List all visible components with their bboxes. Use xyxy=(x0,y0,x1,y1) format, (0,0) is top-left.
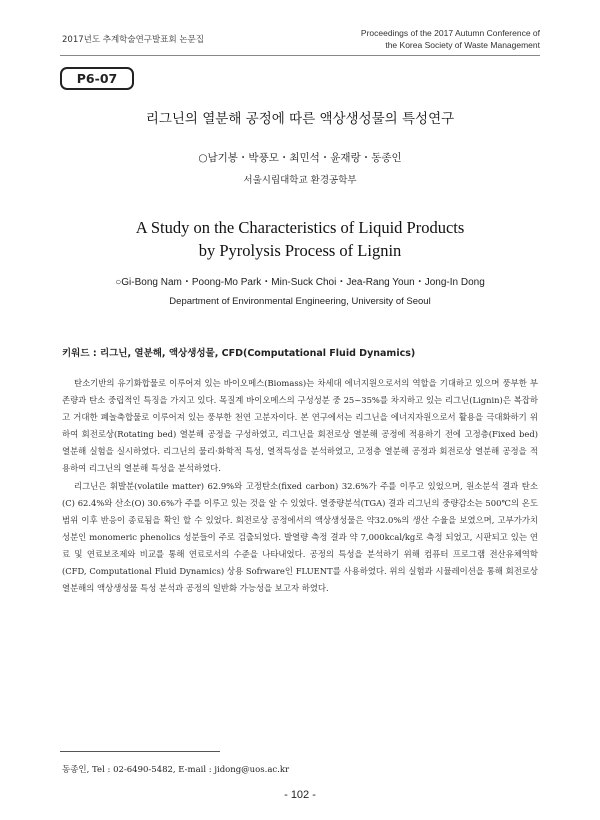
korean-authors: ○남기봉・박풍모・최민석・윤재랑・동종인 xyxy=(198,152,402,164)
english-title-line2: by Pyrolysis Process of Lignin xyxy=(198,241,402,260)
korean-affiliation: 서울시립대학교 환경공학부 xyxy=(243,175,357,186)
english-authors: ○Gi-Bong Nam・Poong-Mo Park・Min-Suck Choi・Jea-Rang Youn・Jong-In Dong xyxy=(115,277,485,288)
abstract-paragraph-1: 탄소기반의 유기화합물로 이루어져 있는 바이오메스(Biomass)는 차세대 에너지원으로서의 역할을 기대하고 있으며 풍부한 부존량과 탄소 중립적인 특징을 가지고 있다. 목질계 바이오메스의 구성성분 중 25~35%를 차지하고 있는 리그닌(Lignin)은 복잡하고 거대한 폐놀축합물로 이루어져 있는 풍부한 천연 고분자이다. 본 연구에서는 리그닌을 에너지자원으로서 활용을 극대화하기 위하여 회전로상(Rotating bed) 열분해 공정을 구성하였고, 리그닌을 회전로상 열분해 공정에 적용하기 전에 고정층(Fixed bed) 열분해 실험을 실시하였다. 리그닌의 물리·화학적 특성, 열적특성을 분석하였고, 고정층 열분해 공정과 회전로상 열분해 공정을 적용하여 리그닌의 열분해 특성을 분석하였다. xyxy=(62,378,538,474)
running-header-right xyxy=(361,27,540,51)
page-number: - 102 - xyxy=(284,789,316,801)
paper-code-badge: P6-07 xyxy=(60,67,134,90)
running-header-left: 2017년도 추계학술연구발표회 논문집 xyxy=(62,35,204,45)
header-rule xyxy=(60,55,540,56)
english-title-line1: A Study on the Characteristics of Liquid Products xyxy=(135,218,465,237)
abstract-paragraph-2: 리그닌은 휘발분(volatile matter) 62.9%와 고정탄소(fixed carbon) 32.6%가 주를 이루고 있었으며, 원소분석 결과 탄소(C) 62.4%와 산소(O) 30.6%가 주를 이루고 있는 것을 알 수 있었다. 열중량분석(TGA) 결과 리그닌의 중량감소는 500℃의 온도범위 이후 반응이 종료됨을 확인 할 수 있었다. 회전로상 공정에서의 액상생성물은 약32.0%의 생산 수율을 보였으며, 고부가가치 성분인 monomeric phenolics 성분들이 주로 검출되었다. 발열량 측정 결과 약 7,000kcal/kg로 측정 되었고, 시판되고 있는 연료 및 연료보조제와 비교를 통해 연료로서의 수준을 나타내었다. 공정의 특성을 분석하기 위해 컴퓨터 프로그램 전산유체역학(CFD, Computational Fluid Dynamics) 상용 Sofrware인 FLUENT를 사용하였다. 위의 실험과 시뮬레이션을 통해 회전로상 열분해의 액상생성물 특성 분석과 공정의 일반화 가능성을 보고자 하였다. xyxy=(62,480,538,594)
running-header-right-line1: Proceedings of the 2017 Autumn Conference of xyxy=(360,28,540,38)
english-title xyxy=(0,216,600,262)
english-affiliation: Department of Environmental Engineering, University of Seoul xyxy=(169,296,431,307)
keywords: 키워드 : 리그닌, 열분해, 액상생성물, CFD(Computational Fluid Dynamics) xyxy=(62,348,416,359)
korean-title: 리그닌의 열분해 공정에 따른 액상생성물의 특성연구 xyxy=(145,111,455,127)
corresponding-author-footnote: 동종인, Tel : 02-6490-5482, E-mail : jidong@uos.ac.kr xyxy=(62,765,290,775)
footnote-rule xyxy=(60,751,220,752)
abstract-body xyxy=(62,375,538,597)
running-header-right-line2: the Korea Society of Waste Management xyxy=(385,40,540,50)
